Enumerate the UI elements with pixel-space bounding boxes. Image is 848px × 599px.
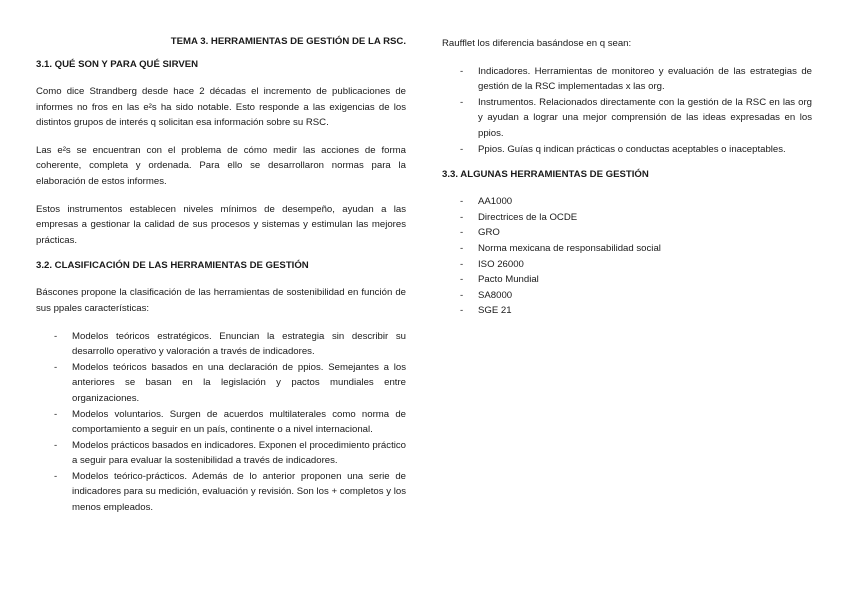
page-title: TEMA 3. HERRAMIENTAS DE GESTIÓN DE LA RSC. bbox=[170, 36, 406, 47]
section-3-1-heading: 3.1. QUÉ SON Y PARA QUÉ SIRVEN bbox=[36, 59, 199, 70]
list-item: - Modelos teórico-prácticos. Además de lo anterior proponen una serie de indicadores para su medición, evaluación y revisión. Son los + completos y los menos empleados. bbox=[36, 469, 406, 516]
right-column bbox=[442, 32, 812, 331]
list-item: - Pacto Mundial bbox=[442, 272, 812, 288]
list-item: - Modelos teóricos estratégicos. Enuncian la estrategia sin describir su desarrollo operativo y valoración a través de indicadores. bbox=[36, 329, 406, 360]
list-item: - SGE 21 bbox=[442, 303, 812, 319]
list-item: - GRO bbox=[442, 225, 812, 241]
list-item: - Ppios. Guías q indican prácticas o conductas aceptables o inaceptables. bbox=[442, 142, 812, 158]
paragraph: Estos instrumentos establecen niveles mínimos de desempeño, ayudan a las empresas a gestionar la calidad de sus procesos y sistemas y estimulan las mejores prácticas. bbox=[36, 203, 406, 246]
list-item: - AA1000 bbox=[442, 194, 812, 210]
left-column bbox=[36, 32, 406, 528]
list-item: - Indicadores. Herramientas de monitoreo y evaluación de las estrategias de gestión de la RSC implementadas x las org. bbox=[442, 64, 812, 95]
list-item: - Modelos teóricos basados en una declaración de ppios. Semejantes a los anteriores se basan en la legislación y pactos mundiales entre organizaciones. bbox=[36, 360, 406, 407]
section-3-3-heading: 3.3. ALGUNAS HERRAMIENTAS DE GESTIÓN bbox=[442, 169, 649, 181]
raufflet-list bbox=[442, 64, 812, 158]
paragraph: Como dice Strandberg desde hace 2 décadas el incremento de publicaciones de informes no fros en las e²s ha sido notable. Esto responde a las exigencias de los distintos grupos de interés q solicitan esa información sobre su RSC. bbox=[36, 86, 406, 129]
list-item: - SA8000 bbox=[442, 288, 812, 304]
list-item: - Modelos voluntarios. Surgen de acuerdos multilaterales como norma de comportamiento a seguir en un país, continente o a nivel internacional. bbox=[36, 407, 406, 438]
tools-list bbox=[442, 194, 812, 319]
list-item: - Directrices de la OCDE bbox=[442, 210, 812, 226]
classification-list bbox=[36, 329, 406, 516]
list-item: - Norma mexicana de responsabilidad social bbox=[442, 241, 812, 257]
paragraph: Raufflet los diferencia basándose en q sean: bbox=[442, 38, 632, 49]
list-item: - ISO 26000 bbox=[442, 257, 812, 273]
list-item: - Modelos prácticos basados en indicadores. Exponen el procedimiento práctico a seguir para evaluar la sostenibilidad a través de indicadores. bbox=[36, 438, 406, 469]
paragraph: Las e²s se encuentran con el problema de cómo medir las acciones de forma coherente, completa y ordenada. Para ello se desarrollaron normas para la elaboración de estos informes. bbox=[36, 144, 406, 187]
list-item: - Instrumentos. Relacionados directamente con la gestión de la RSC en las org y ayudan a lograr una mejor comprensión de las ideas expresadas en los ppios. bbox=[442, 95, 812, 142]
paragraph: Báscones propone la clasificación de las herramientas de sostenibilidad en función de sus ppales características: bbox=[36, 287, 406, 314]
section-3-2-heading: 3.2. CLASIFICACIÓN DE LAS HERRAMIENTAS DE GESTIÓN bbox=[36, 260, 309, 272]
